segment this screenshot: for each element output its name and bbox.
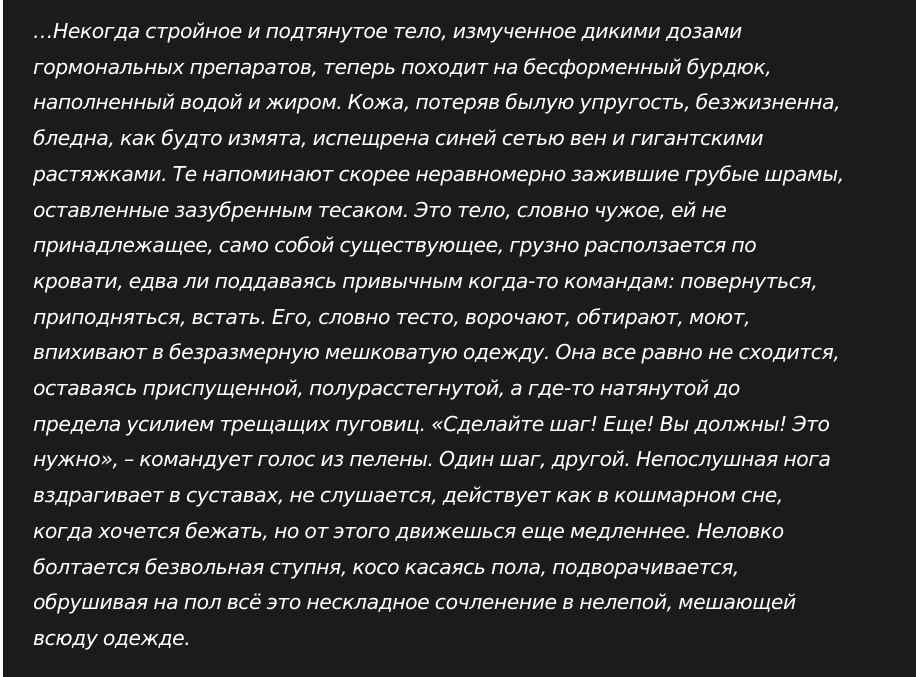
quote-text-block [33, 14, 903, 657]
text-line-11: оставаясь приспущенной, полурасстегнутой, а где-то натянутой до [33, 376, 740, 401]
text-line-4: бледна, как будто измята, испещрена синей сетью вен и гигантскими [33, 126, 764, 151]
text-line-1: …Некогда стройное и подтянутое тело, измученное дикими дозами [33, 19, 742, 43]
text-line-16: болтается безвольная ступня, косо касаясь пола, подворачивается, [33, 554, 739, 579]
text-line-7: принадлежащее, само собой существующее, грузно расползается по [33, 233, 757, 258]
text-line-9: приподняться, встать. Его, словно тесто, ворочают, обтирают, моют, [33, 304, 751, 329]
quote-left-border [0, 0, 3, 677]
text-line-17: обрушивая на пол всё это нескладное сочленение в нелепой, мешающей [33, 590, 796, 615]
text-line-6: оставленные зазубренным тесаком. Это тело, словно чужое, ей не [33, 197, 727, 222]
text-line-3: наполненный водой и жиром. Кожа, потеряв былую упругость, безжизненна, [33, 90, 841, 115]
text-line-5: растяжками. Те напоминают скорее неравномерно зажившие грубые шрамы, [33, 161, 844, 186]
text-line-12: предела усилием трещащих пуговиц. «Сделайте шаг! Еще! Вы должны! Это [33, 411, 830, 436]
text-line-13: нужно», – командует голос из пелены. Один шаг, другой. Непослушная нога [33, 447, 831, 472]
text-line-8: кровати, едва ли поддаваясь привычным когда-то командам: повернуться, [33, 268, 818, 293]
text-line-14: вздрагивает в суставах, не слушается, действует как в кошмарном сне, [33, 483, 783, 508]
text-line-18: всюду одежде. [33, 625, 191, 650]
text-line-15: когда хочется бежать, но от этого движешься еще медленнее. Неловко [33, 518, 784, 543]
text-line-2: гормональных препаратов, теперь походит на бесформенный бурдюк, [33, 54, 772, 79]
text-line-10: впихивают в безразмерную мешковатую одежду. Она все равно не сходится, [33, 340, 840, 365]
